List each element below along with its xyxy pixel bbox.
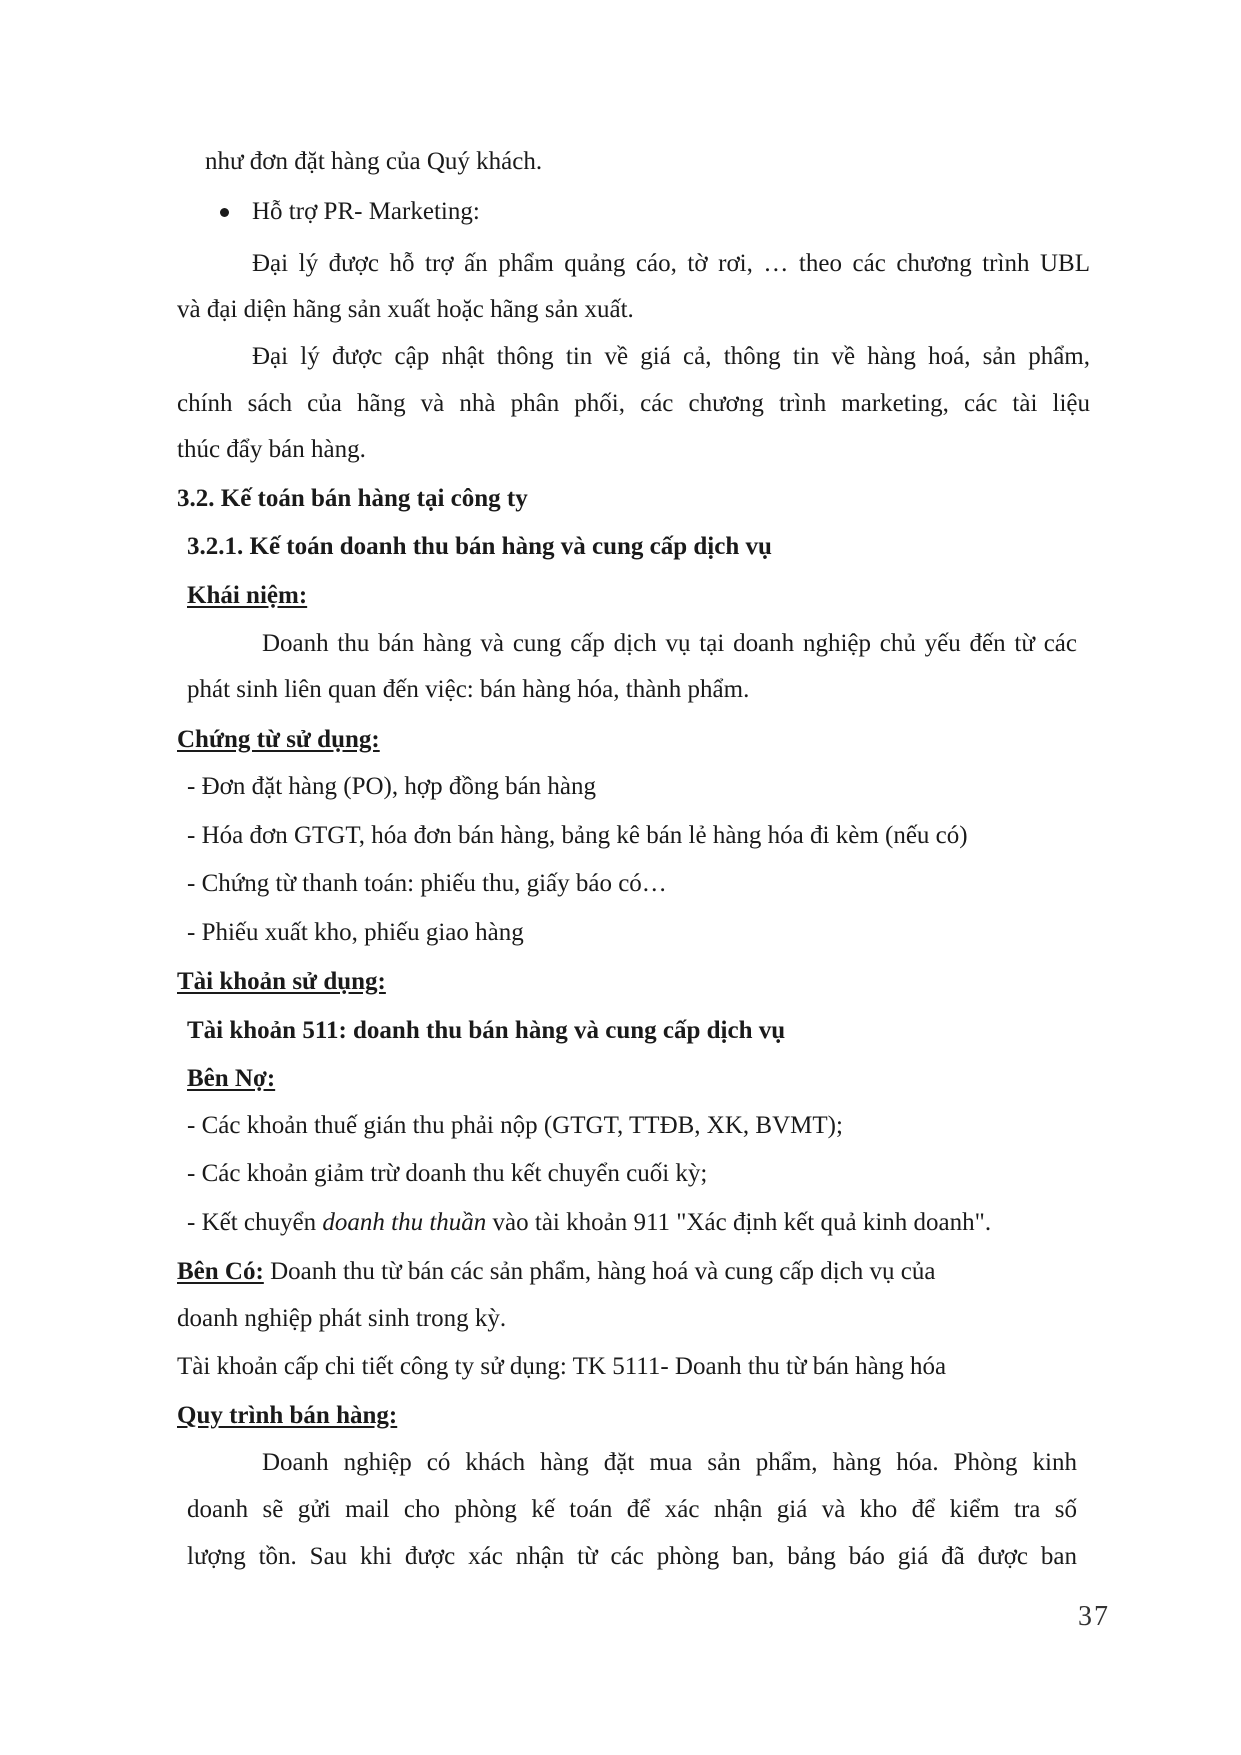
bullet-icon [220, 208, 229, 217]
chung-tu-item: - Hóa đơn GTGT, hóa đơn bán hàng, bảng kê bán lẻ hàng hóa đi kèm (nếu có) [187, 822, 968, 849]
khai-niem-label: Khái niệm: [187, 582, 308, 609]
ket-chuyen-line [187, 1207, 991, 1239]
quy-trinh-line-3: lượng tồn. Sau khi được xác nhận từ các phòng ban, bảng báo giá đã được ban [187, 1543, 1077, 1570]
tk-chi-tiet-line: Tài khoản cấp chi tiết công ty sử dụng: TK 5111- Doanh thu từ bán hàng hóa [177, 1353, 947, 1380]
pr-marketing-label: Hỗ trợ PR- Marketing: [252, 198, 480, 225]
pr-paragraph-1-line-2: và đại diện hãng sản xuất hoặc hãng sản xuất. [177, 296, 634, 323]
page-number: 37 [1078, 1601, 1110, 1632]
heading-3-2-1: 3.2.1. Kế toán doanh thu bán hàng và cung cấp dịch vụ [187, 533, 772, 560]
ben-no-item: - Các khoản thuế gián thu phải nộp (GTGT, TTĐB, XK, BVMT); [187, 1112, 843, 1139]
pr-paragraph-2-line-3: thúc đẩy bán hàng. [177, 436, 366, 463]
pr-paragraph-2-line-2: chính sách của hãng và nhà phân phối, các chương trình marketing, các tài liệu [177, 390, 1090, 417]
ket-chuyen-pre: - Kết chuyển [187, 1209, 323, 1236]
ket-chuyen-post: vào tài khoản 911 "Xác định kết quả kinh doanh". [486, 1209, 992, 1236]
intro-tail-text: như đơn đặt hàng của Quý khách. [205, 148, 543, 175]
tai-khoan-label: Tài khoản sử dụng: [177, 968, 386, 995]
khai-niem-line-1: Doanh thu bán hàng và cung cấp dịch vụ tại doanh nghiệp chủ yếu đến từ các [262, 630, 1077, 657]
pr-paragraph-1-line-1: Đại lý được hỗ trợ ấn phẩm quảng cáo, tờ rơi, … theo các chương trình UBL [252, 250, 1090, 277]
ket-chuyen-emphasis: doanh thu thuần [322, 1209, 487, 1236]
chung-tu-label: Chứng từ sử dụng: [177, 726, 380, 753]
heading-3-2: 3.2. Kế toán bán hàng tại công ty [177, 485, 528, 512]
ben-co-line-1 [177, 1256, 935, 1288]
quy-trinh-line-2: doanh sẽ gửi mail cho phòng kế toán để xác nhận giá và kho để kiểm tra số [187, 1496, 1077, 1523]
khai-niem-line-2: phát sinh liên quan đến việc: bán hàng hóa, thành phẩm. [187, 676, 750, 703]
tk511-heading: Tài khoản 511: doanh thu bán hàng và cung cấp dịch vụ [187, 1017, 786, 1044]
quy-trinh-line-1: Doanh nghiệp có khách hàng đặt mua sản phẩm, hàng hóa. Phòng kinh [262, 1449, 1077, 1476]
ben-no-label: Bên Nợ: [187, 1065, 276, 1092]
chung-tu-item: - Chứng từ thanh toán: phiếu thu, giấy báo có… [187, 870, 667, 897]
ben-no-item: - Các khoản giảm trừ doanh thu kết chuyển cuối kỳ; [187, 1160, 708, 1187]
ben-co-label: Bên Có: [177, 1258, 264, 1285]
chung-tu-item: - Phiếu xuất kho, phiếu giao hàng [187, 919, 524, 946]
ben-co-text: Doanh thu từ bán các sản phẩm, hàng hoá và cung cấp dịch vụ của [263, 1258, 936, 1285]
chung-tu-item: - Đơn đặt hàng (PO), hợp đồng bán hàng [187, 773, 597, 800]
quy-trinh-label: Quy trình bán hàng: [177, 1402, 398, 1429]
ben-co-line-2: doanh nghiệp phát sinh trong kỳ. [177, 1305, 507, 1332]
pr-paragraph-2-line-1: Đại lý được cập nhật thông tin về giá cả, thông tin về hàng hoá, sản phẩm, [252, 343, 1090, 370]
